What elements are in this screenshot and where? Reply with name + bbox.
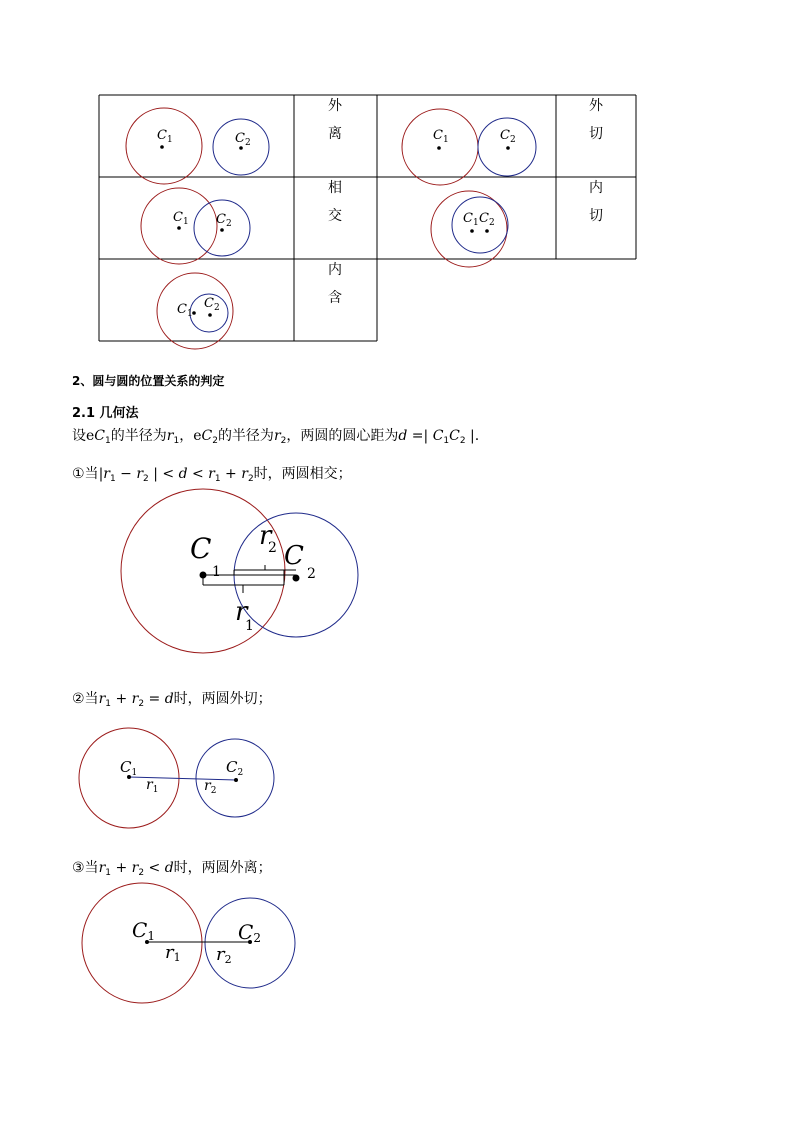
case2-figure xyxy=(75,725,305,835)
cell-label-intersecting: 相 交 xyxy=(328,180,342,224)
table-figure-intersecting xyxy=(99,177,299,267)
table-figure-separate xyxy=(99,95,299,185)
case3-c1-label: $C_1$ xyxy=(132,918,155,943)
case1-r1-sub: 1 xyxy=(245,618,254,634)
case1-condition: ①当$|r_1 - r_2$ | < $d < r_1 + r_2$时，两圆相交； xyxy=(72,466,352,484)
table-figure-ext-tangent xyxy=(377,95,557,185)
cell-label-int-tangent: 内 切 xyxy=(589,180,603,224)
case3-r1-label: $r_1$ xyxy=(165,942,181,964)
table-c1-label: $C_1$ xyxy=(157,128,173,145)
case3-condition: ③当$r_1 + r_2 < d$时，两圆外离； xyxy=(72,860,272,878)
table-c1-label: $C_1$ xyxy=(173,210,189,227)
cell-label-ext-tangent: 外 切 xyxy=(589,98,603,142)
table-c2-label: $C_2$ xyxy=(235,131,251,148)
case1-r2-label: r xyxy=(259,521,272,551)
case1-c2-label: C xyxy=(284,541,304,571)
table-c2-label: $C_2$ xyxy=(216,212,232,229)
table-c1-label: $C_1$ xyxy=(177,302,193,319)
case1-c2-sub: 2 xyxy=(307,566,316,582)
case1-r2-sub: 2 xyxy=(268,540,277,556)
case2-c2-label: $C_2$ xyxy=(226,758,244,778)
case1-c1-sub: 1 xyxy=(212,564,221,580)
case1-c1-label: C xyxy=(190,532,212,565)
subsection-heading: 2.1 几何法 xyxy=(72,406,139,421)
case2-condition: ②当$r_1 + r_2 = d$时，两圆外切； xyxy=(72,691,272,709)
case2-r2-label: $r_2$ xyxy=(204,778,217,796)
case1-r1-label: r xyxy=(235,597,248,627)
case3-c2-label: $C_2$ xyxy=(238,920,261,945)
section-heading: 2、圆与圆的位置关系的判定 xyxy=(72,374,225,388)
cell-label-contained: 内 含 xyxy=(328,262,342,306)
definition-line: 设$eC_1$的半径为$r_1$，$eC_2$的半径为$r_2$，两圆的圆心距为d =| $C_1C_2$ |. xyxy=(72,428,480,446)
case2-c1-label: $C_1$ xyxy=(120,758,138,778)
table-c2-label: $C_2$ xyxy=(204,296,220,313)
table-figure-contained xyxy=(99,259,299,354)
table-c2-label: $C_2$ xyxy=(479,211,495,228)
case3-r2-label: $r_2$ xyxy=(216,944,232,966)
case2-r1-label: $r_1$ xyxy=(146,777,159,795)
cell-label-separate: 外 离 xyxy=(328,98,342,142)
table-c1-label: $C_1$ xyxy=(433,128,449,145)
case3-figure xyxy=(80,880,320,1010)
table-c2-label: $C_2$ xyxy=(500,128,516,145)
case1-figure xyxy=(110,485,370,665)
table-c1-label: $C_1$ xyxy=(463,211,479,228)
